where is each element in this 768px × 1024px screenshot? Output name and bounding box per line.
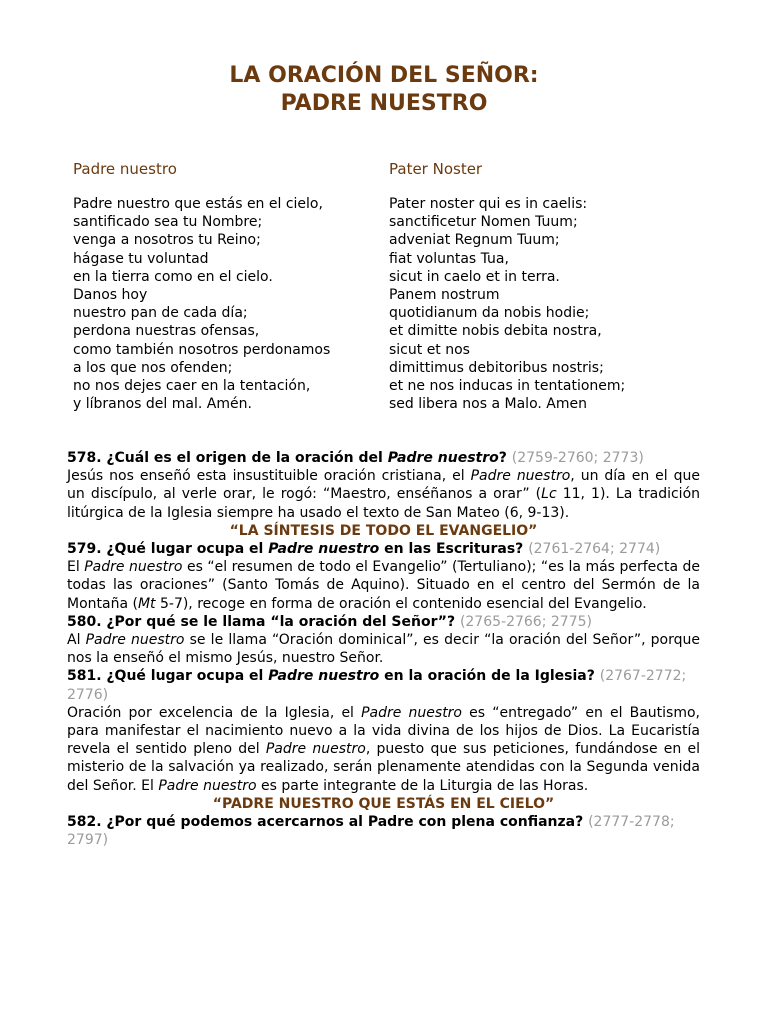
answer-text: es “entregado” en el Bautismo, para manifestar el nacimiento nuevo a la vida divina de los hijos de Dios. La Eucaristía revela el sentido pleno del [67, 704, 701, 758]
question-text: en la oración de la Iglesia? [379, 668, 595, 685]
question-italic: Padre nuestro [268, 541, 380, 558]
prayer-line: sicut et nos [389, 341, 470, 358]
answer-italic: Mt [137, 595, 156, 612]
answer-text: , puesto que sus peticiones, fundándose en el misterio de la salvación ya realizado, serán plenamente atendidas con la Segunda venida del Señor. El [67, 741, 700, 794]
question-579 [67, 540, 700, 558]
prayer-line: hágase tu voluntad [73, 250, 209, 267]
question-text: 580. ¿Por qué se le llama “la oración del Señor”? [67, 613, 456, 630]
section-heading-2: “PADRE NUESTRO QUE ESTÁS EN EL CIELO” [212, 795, 555, 812]
answer-581 [67, 704, 700, 795]
answer-text: 5-7), recoge en forma de oración el contenido esencial del Evangelio. [155, 595, 647, 612]
reference-numbers: (2777-2778; 2797) [67, 814, 675, 849]
prayer-line: venga a nosotros tu Reino; [73, 232, 261, 249]
answer-text: Al [67, 632, 86, 649]
prayer-line: Panem nostrum [389, 287, 500, 304]
prayer-latin-text [389, 195, 719, 413]
question-578 [67, 449, 700, 467]
answer-italic: Padre nuestro [265, 741, 366, 758]
prayer-line: a los que nos ofenden; [73, 359, 233, 376]
answer-italic: Lc [541, 486, 557, 503]
prayer-spanish-heading: Padre nuestro [73, 160, 177, 178]
answer-578 [67, 467, 700, 522]
answer-text: El [67, 559, 85, 576]
reference-numbers: (2765-2766; 2775) [459, 613, 592, 630]
reference-numbers: (2759-2760; 2773) [511, 450, 644, 466]
answer-text: Jesús nos enseñó esta insustituible oración cristiana, el [67, 468, 471, 485]
prayer-line: dimittimus debitoribus nostris; [389, 359, 604, 376]
prayer-line: nuestro pan de cada día; [73, 305, 248, 322]
prayer-line: sicut in caelo et in terra. [389, 268, 560, 285]
answer-italic: Padre nuestro [361, 704, 463, 721]
question-580 [67, 613, 700, 631]
answer-text: se le llama “Oración dominical”, es decir “la oración del Señor”, porque nos la enseñó el mismo Jesús, nuestro Señor. [67, 632, 700, 667]
prayer-line: sed libera nos a Malo. Amen [389, 396, 587, 413]
question-582 [67, 813, 700, 849]
answer-text: Oración por excelencia de la Iglesia, el [67, 704, 362, 721]
prayer-latin-column [389, 158, 719, 413]
question-text: 578. ¿Cuál es el origen de la oración del [67, 450, 388, 466]
reference-numbers: (2767-2772; 2776) [67, 668, 687, 703]
question-text: en las Escrituras? [379, 541, 524, 558]
prayer-line: no nos dejes caer en la tentación, [73, 378, 311, 395]
answer-580 [67, 631, 700, 667]
prayer-line: santificado sea tu Nombre; [73, 214, 263, 231]
reference-numbers: (2761-2764; 2774) [528, 541, 661, 558]
prayer-line: sanctificetur Nomen Tuum; [389, 214, 578, 231]
catechism-questions [67, 449, 700, 849]
prayer-line: Danos hoy [73, 287, 148, 304]
prayer-line: adveniat Regnum Tuum; [389, 232, 560, 249]
prayer-line: Pater noster qui es in caelis: [389, 196, 588, 212]
prayer-latin-heading: Pater Noster [389, 160, 483, 178]
section-heading-1: “LA SÍNTESIS DE TODO EL EVANGELIO” [229, 522, 538, 539]
page-title [0, 62, 768, 118]
question-text: ? [498, 450, 507, 466]
prayer-line: fiat voluntas Tua, [389, 250, 509, 267]
question-text: 579. ¿Qué lugar ocupa el [67, 541, 269, 558]
question-text: 581. ¿Qué lugar ocupa el [67, 668, 269, 685]
prayer-line: y líbranos del mal. Amén. [73, 396, 252, 413]
answer-text: es “el resumen de todo el Evangelio” (Tertuliano); “es la más perfecta de todas las oraciones” (Santo Tomás de Aquino). Situado en el centro del Sermón de la Montaña ( [67, 559, 701, 612]
answer-579 [67, 558, 700, 613]
prayer-spanish-column [73, 158, 373, 413]
question-581 [67, 667, 700, 703]
answer-text: , un día en el que un discípulo, al verle orar, le rogó: “Maestro, enséñanos a orar” ( [67, 468, 700, 503]
prayer-spanish-text [73, 195, 373, 413]
question-italic: Padre nuestro [387, 450, 499, 466]
answer-italic: Padre nuestro [158, 777, 257, 794]
answer-text: 11, 1). La tradición litúrgica de la Iglesia siempre ha usado el texto de San Mateo (6, 9-13). [67, 486, 701, 521]
answer-italic: Padre nuestro [85, 632, 185, 649]
prayer-line: et dimitte nobis debita nostra, [389, 323, 602, 340]
title-line-1: LA ORACIÓN DEL SEÑOR: [229, 63, 539, 88]
prayer-line: et ne nos inducas in tentationem; [389, 378, 626, 395]
prayer-line: como también nosotros perdonamos [73, 341, 331, 358]
prayer-line: quotidianum da nobis hodie; [389, 305, 590, 322]
answer-italic: Padre nuestro [84, 559, 183, 576]
prayer-line: perdona nuestras ofensas, [73, 323, 260, 340]
question-italic: Padre nuestro [268, 668, 380, 685]
prayer-line: en la tierra como en el cielo. [73, 268, 273, 285]
answer-text: es parte integrante de la Liturgia de las Horas. [256, 777, 589, 794]
question-text: 582. ¿Por qué podemos acercarnos al Padre con plena confianza? [67, 814, 584, 831]
title-line-2: PADRE NUESTRO [280, 91, 488, 116]
answer-italic: Padre nuestro [470, 468, 571, 485]
prayer-line: Padre nuestro que estás en el cielo, [73, 196, 323, 212]
